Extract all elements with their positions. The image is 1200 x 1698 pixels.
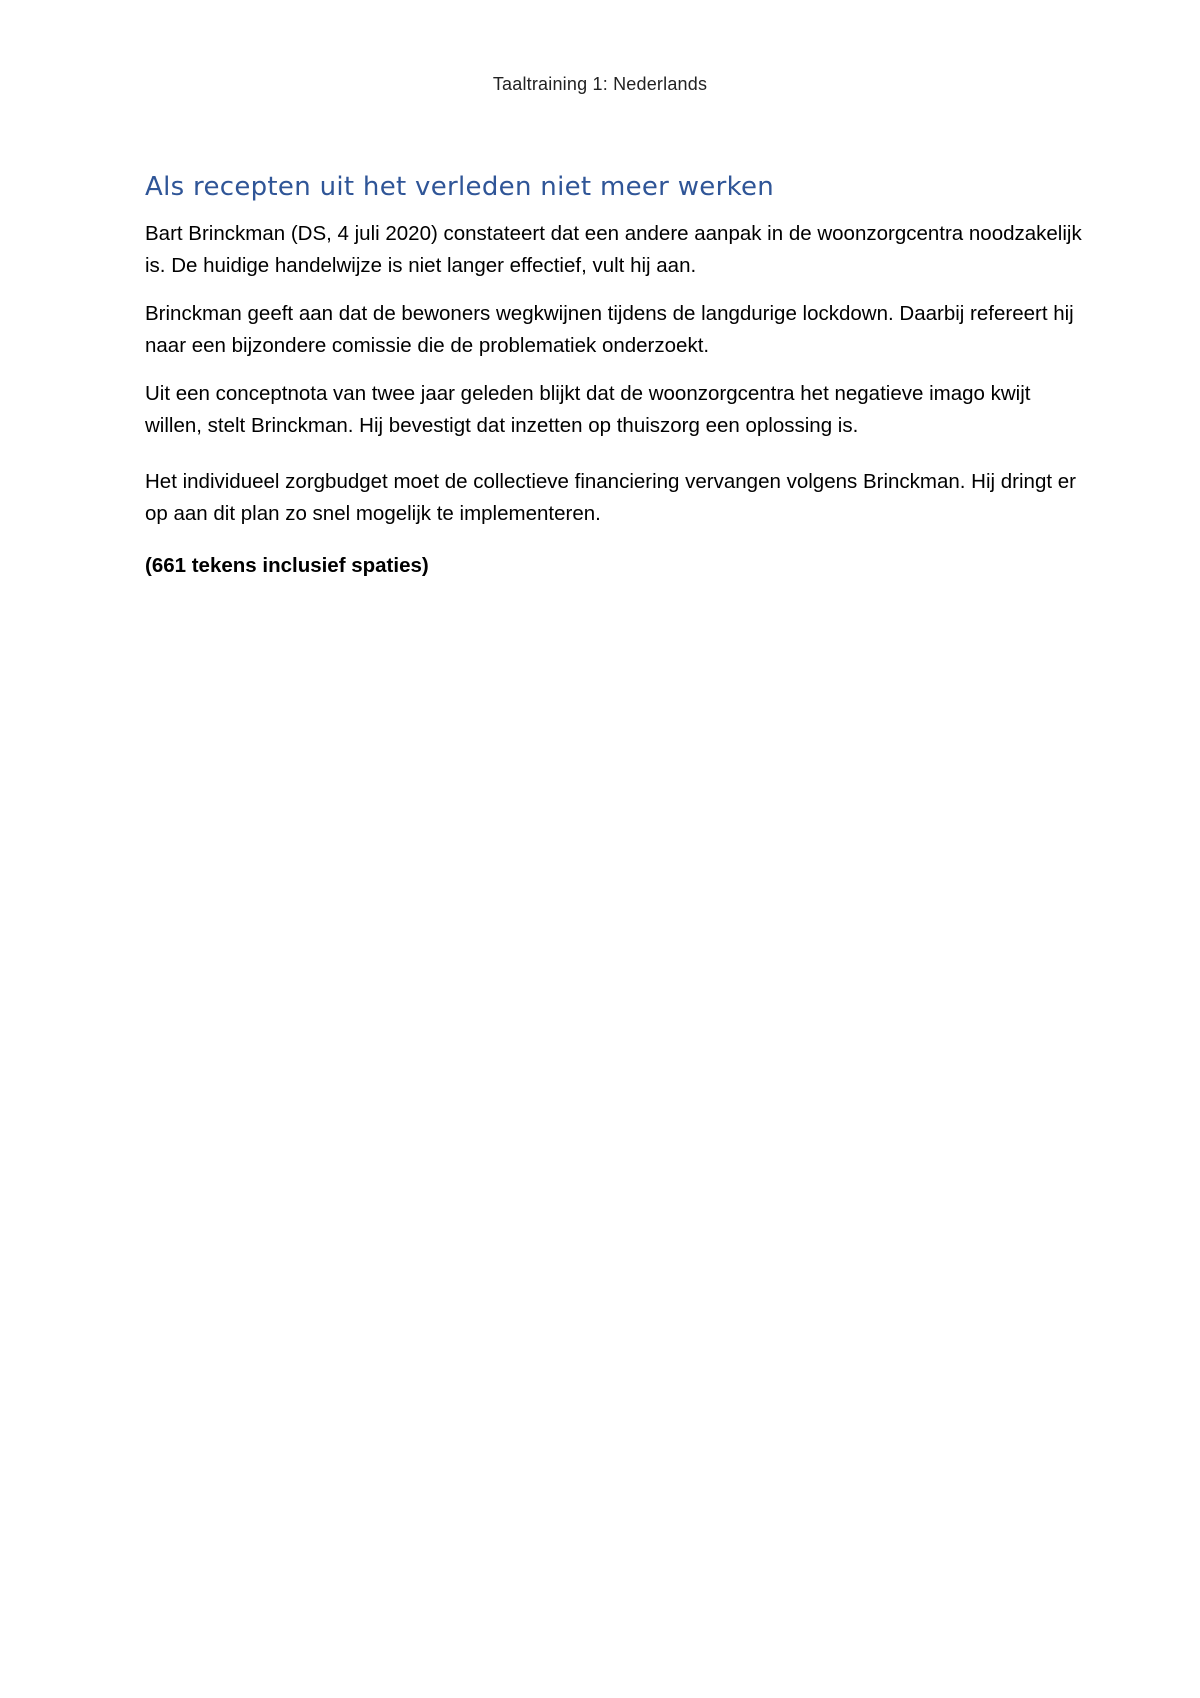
paragraph-1: Bart Brinckman (DS, 4 juli 2020) constateert dat een andere aanpak in de woonzorgcentra noodzakelijk is. De huidige handelwijze is niet langer effectief, vult hij aan. <box>145 222 1082 277</box>
paragraph-3: Uit een conceptnota van twee jaar geleden blijkt dat de woonzorgcentra het negatieve imago kwijt willen, stelt Brinckman. Hij bevestigt dat inzetten op thuiszorg een oplossing is. <box>145 382 1031 437</box>
character-count-note: (661 tekens inclusief spaties) <box>145 554 429 577</box>
paragraph-2: Brinckman geeft aan dat de bewoners wegkwijnen tijdens de langdurige lockdown. Daarbij refereert hij naar een bijzondere comissie die de problematiek onderzoekt. <box>145 302 1074 357</box>
document-title: Als recepten uit het verleden niet meer werken <box>145 172 775 202</box>
document-body <box>145 170 1085 598</box>
paragraph-4: Het individueel zorgbudget moet de collectieve financiering vervangen volgens Brinckman. Hij dringt er op aan dit plan zo snel mogelijk te implementeren. <box>145 470 1076 525</box>
page-header: Taaltraining 1: Nederlands <box>492 74 708 94</box>
